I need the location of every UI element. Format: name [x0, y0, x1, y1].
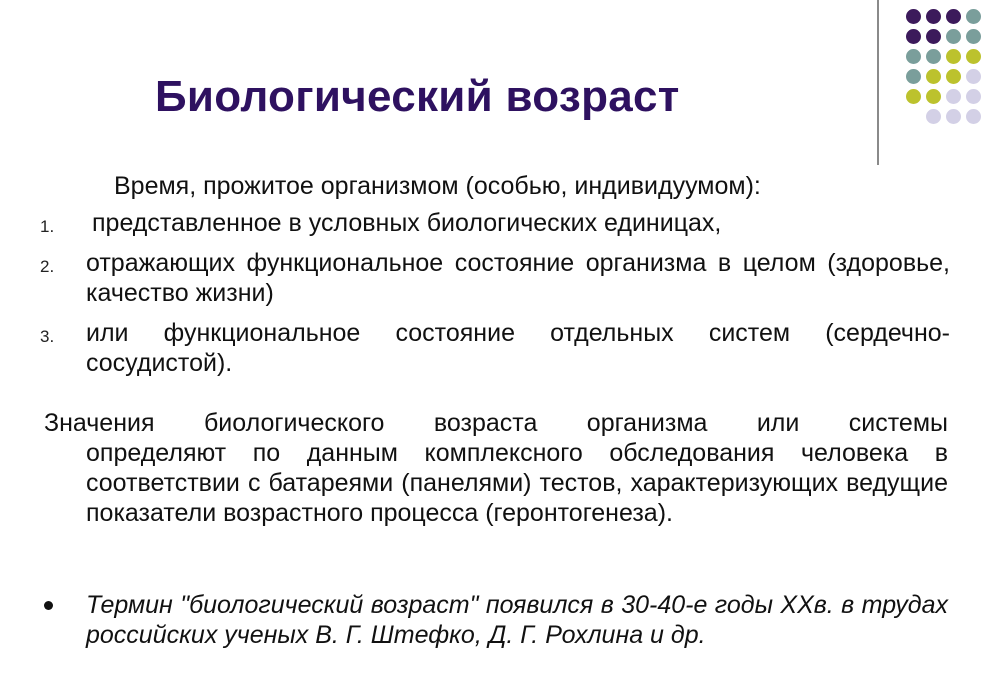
decorative-dot: [946, 29, 961, 44]
decorative-dot: [946, 69, 961, 84]
decorative-dot: [966, 9, 981, 24]
slide-title: Биологический возраст: [155, 72, 680, 121]
list-item: [40, 318, 950, 378]
decorative-dot: [946, 9, 961, 24]
list-item: [40, 248, 950, 308]
decorative-dot: [966, 49, 981, 64]
decorative-dot: [906, 69, 921, 84]
list-number: 1.: [40, 217, 55, 236]
decorative-dot: [946, 49, 961, 64]
decorative-dot: [946, 109, 961, 124]
decorative-dot: [966, 29, 981, 44]
decorative-dot: [906, 9, 921, 24]
decorative-dot: [926, 29, 941, 44]
decorative-dot: [926, 9, 941, 24]
intro-text: Время, прожитое организмом (особью, индивидуумом):: [114, 172, 761, 200]
decorative-dot: [966, 69, 981, 84]
list-item: [40, 208, 950, 238]
term-origin-note: [44, 590, 948, 650]
decorative-dot: [926, 49, 941, 64]
decorative-dot: [966, 89, 981, 104]
note-text: Термин "биологический возраст" появился в 30-40-е годы XXв. в трудах российских ученых В. Г. Штефко, Д. Г. Рохлина и др.: [86, 591, 948, 649]
list-item-text: или функциональное состояние отдельных систем (сердечно-сосудистой).: [86, 319, 950, 377]
decorative-divider-line: [877, 0, 879, 165]
list-number: 3.: [40, 327, 55, 346]
paragraph-continuation: определяют по данным комплексного обследования человека в соответствии с батареями (панелями) тестов, характеризующих ведущие показатели возрастного процесса (геронтогенеза).: [86, 439, 948, 527]
decorative-dot: [926, 69, 941, 84]
list-number: 2.: [40, 257, 55, 276]
decorative-dot: [906, 49, 921, 64]
decorative-dot: [966, 109, 981, 124]
decorative-dot: [946, 89, 961, 104]
decorative-dot: [926, 89, 941, 104]
paragraph-first-line: Значения биологического возраста организма или системы: [44, 409, 948, 437]
bullet-icon: [44, 601, 53, 610]
list-item-text: отражающих функциональное состояние организма в целом (здоровье, качество жизни): [86, 249, 950, 307]
numbered-list: [40, 208, 950, 388]
decorative-dot: [906, 89, 921, 104]
definition-paragraph: [44, 408, 948, 528]
decorative-dot: [926, 109, 941, 124]
decorative-dot: [906, 29, 921, 44]
list-item-text: представленное в условных биологических единицах,: [92, 209, 722, 237]
